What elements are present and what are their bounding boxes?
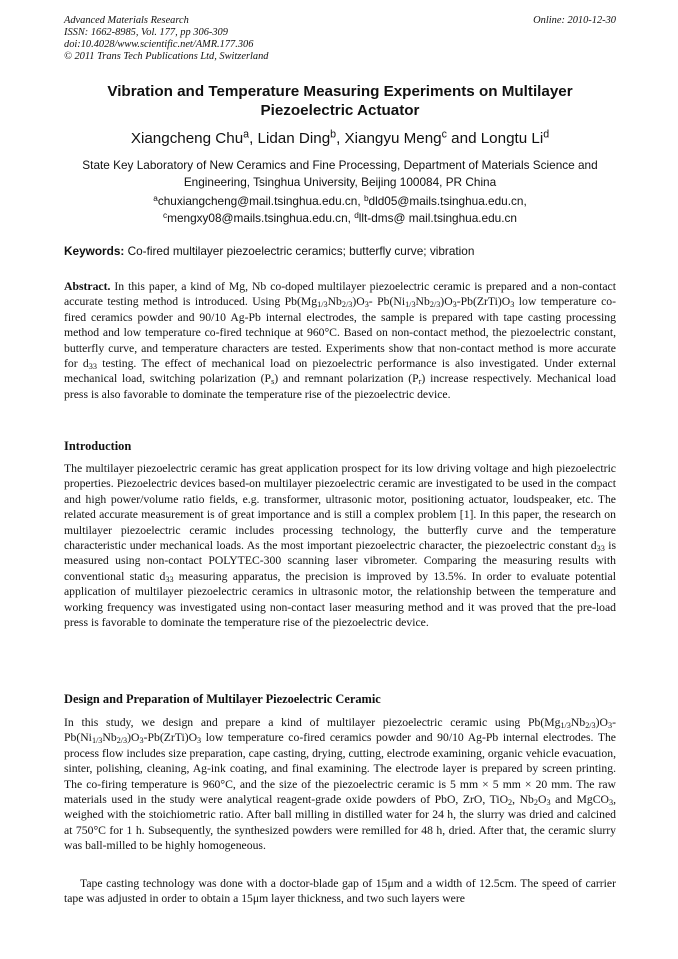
subscript: 3 [608, 721, 613, 731]
abstract-text: Nb [327, 295, 342, 309]
author-marker: a [243, 128, 250, 141]
subscript: 2/3 [116, 736, 128, 746]
journal-name: Advanced Materials Research [64, 15, 189, 26]
journal-header [64, 15, 616, 63]
online-date: Online: 2010-12-30 [533, 15, 616, 26]
paragraph-text: , Nb [512, 793, 534, 807]
email-address: mengxy08@mails.tsinghua.edu.cn, [167, 211, 355, 225]
email-marker: b [363, 193, 369, 203]
subscript: 1/3 [91, 736, 103, 746]
introduction-paragraph [64, 461, 616, 630]
paragraph-text: , weighed with the stoichiometric ratio. After ball milling in distilled water for 24 h, the slurry was dried and calcined at 750°C for 1 h. Subsequently, the synthesized powders were remilled for 48 h, dried. After that, the ceramic slurry was ball-milled to be highly homogeneous. [64, 793, 616, 853]
subscript: 2 [508, 798, 513, 808]
keywords-label: Keywords: [64, 244, 125, 258]
abstract-text: Nb [415, 295, 430, 309]
keywords-text: Co-fired multilayer piezoelectric ceramics; butterfly curve; vibration [124, 244, 475, 258]
subscript: 3 [364, 300, 369, 310]
paragraph-text: is measured using non-contact POLYTEC-300 scanning laser vibrometer. Comparing the measuring results with conventional static d [64, 539, 616, 583]
subscript: 1/3 [405, 300, 416, 310]
author-separator: , [336, 130, 345, 147]
paragraph-text: In this study, we design and prepare a kind of multilayer piezoelectric ceramic using Pb(Mg [64, 716, 561, 729]
abstract-text: )O [352, 295, 365, 309]
subscript: 3 [608, 798, 614, 808]
affiliation: State Key Laboratory of New Ceramics and Fine Processing, Department of Materials Science and Engineering, Tsinghua University, Beijing 100084, PR China [82, 158, 598, 189]
email-marker: d [354, 210, 359, 220]
section-heading-design: Design and Preparation of Multilayer Piezoelectric Ceramic [64, 692, 381, 706]
subscript: 2 [533, 798, 538, 808]
subscript: r [418, 377, 422, 387]
email-marker: a [153, 193, 158, 203]
author-marker: b [330, 128, 337, 141]
abstract-text: In this paper, a kind of Mg, Nb co-doped multilayer piezoelectric ceramic is prepared and a non-contact accurate testing method is introduced. Using Pb(Mg [64, 280, 616, 309]
subscript: 33 [596, 544, 605, 554]
paragraph-text: measuring apparatus, the precision is improved by 13.5%. In order to evaluate potential application of multilayer piezoelectric ceramics in ultrasonic motor, the relationship between the temperature and working frequency was investigated using non-contact laser measuring method and it was proved that the pre-load press is favorable to dominate the temperature rise of the piezoelectric device. [64, 569, 616, 630]
author-name: Longtu Li [480, 130, 544, 147]
paragraph-text: -Pb(Ni [64, 716, 616, 745]
paragraph-text: )O [127, 731, 140, 745]
subscript: 33 [165, 574, 174, 584]
section-heading-introduction: Introduction [64, 439, 132, 453]
abstract-text: ) and remnant polarization (P [274, 372, 419, 386]
author-marker: c [441, 128, 447, 141]
paragraph-text: Nb [102, 731, 117, 745]
paragraph-text: and MgCO [550, 793, 609, 807]
issn-line: ISSN: 1662-8985, Vol. 177, pp 306-309 [64, 27, 228, 38]
keywords [64, 243, 616, 259]
author-name: Xiangyu Meng [344, 130, 442, 147]
paragraph-text: )O [595, 716, 608, 729]
email-marker: c [163, 210, 168, 220]
email-address: chuxiangcheng@mail.tsinghua.edu.cn, [157, 194, 364, 208]
paragraph-text: The multilayer piezoelectric ceramic has great application prospect for its low driving voltage and high piezoelectric properties. Piezoelectric devices based-on multilayer piezoelectric ceramic are investigated to be used in the compact and high power/volume ratio fields, e.g. transformer, ultrasonic motor, positioning actuator, loudspeaker, etc. The related accurate measurement is of great importance and is still a complex problem [1]. In this paper, the research on multilayer piezoelectric ceramic includes processing technology, the butterfly curve and the temperature characteristic under mechanical loads. As the most important piezoelectric character, the piezoelectric constant d [64, 462, 616, 553]
author-list [64, 129, 616, 149]
subscript: 33 [88, 362, 97, 372]
author-name: Lidan Ding [257, 130, 331, 147]
subscript: s [271, 377, 275, 387]
email-list [64, 193, 616, 227]
doi-line: doi:10.4028/www.scientific.net/AMR.177.306 [64, 39, 254, 50]
paragraph-text: -Pb(ZrTi)O [143, 731, 198, 745]
author-separator: and [446, 130, 481, 147]
subscript: 3 [197, 736, 202, 746]
design-paragraph-2: Tape casting technology was done with a doctor-blade gap of 15μm and a width of 12.5cm. The speed of carrier tape was adjusted in order to obtain a 15μm layer thickness, and two such layers were [64, 877, 616, 906]
paragraph-text: O [537, 793, 547, 807]
email-address: dld05@mails.tsinghua.edu.cn, [368, 194, 527, 208]
abstract-text: low temperature co-fired ceramics powder and 90/10 Ag-Pb internal electrodes, the sample is prepared with tape casting processing method and low temperature co-fired technique at 960°C. Based on non-contact method, the piezoelectric constant, butterfly curve, and temperature characters are tested. Experiments show that non-contact method is more accurate for d [64, 295, 617, 371]
subscript: 2/3 [341, 300, 353, 310]
subscript: 2/3 [585, 721, 596, 731]
subscript: 3 [139, 736, 144, 746]
abstract-text: testing. The effect of mechanical load on piezoelectric performance is also investigated. Under external mechanical load, switching polarization (P [64, 357, 616, 386]
abstract-text: )O [440, 295, 453, 309]
subscript: 3 [546, 798, 551, 808]
author-marker: d [543, 128, 550, 141]
author-name: Xiangcheng Chu [130, 130, 244, 147]
abstract [64, 279, 616, 402]
abstract-text: ) increase respectively. Mechanical load press is also favorable to dominate the temperature rise of the piezoelectric device. [64, 372, 616, 401]
subscript: 1/3 [317, 300, 328, 310]
abstract-text: - Pb(Ni [368, 295, 406, 309]
subscript: 3 [510, 300, 515, 310]
abstract-text: -Pb(ZrTi)O [456, 295, 511, 309]
design-paragraph [64, 715, 616, 854]
paper-title: Vibration and Temperature Measuring Experiments on Multilayer Piezoelectric Actuator [107, 83, 573, 119]
copyright-line: © 2011 Trans Tech Publications Ltd, Switzerland [64, 51, 269, 62]
subscript: 2/3 [429, 300, 441, 310]
subscript: 3 [452, 300, 457, 310]
subscript: 1/3 [560, 721, 571, 731]
paragraph-text: Nb [570, 716, 586, 729]
abstract-label: Abstract. [64, 280, 111, 293]
paragraph-text: low temperature co-fired ceramics powder and 90/10 Ag-Pb internal electrodes. The process flow includes size preparation, cape casting, drying, cutting, electrode examining, organic vehicle evacuation, sinter, polishing, cleaning, Ag-ink coating, and final examining. The electrode layer is prepared by screen printing. The co-firing temperature is 960°C, and the size of the piezoelectric ceramic is 5 mm × 5 mm × 20 mm. The raw materials used in the study were analytical reagent-grade oxide powders of PbO, ZrO, TiO [64, 731, 616, 807]
author-separator: , [249, 130, 258, 147]
email-address: llt-dms@ mail.tsinghua.edu.cn [358, 211, 517, 225]
